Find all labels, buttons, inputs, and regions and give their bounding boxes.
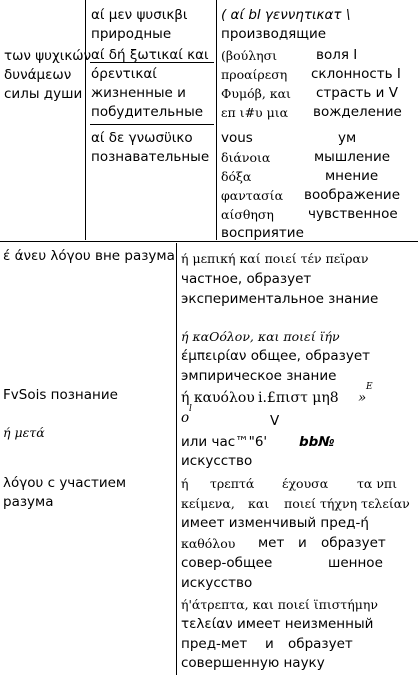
text-line: имеет изменчивый пред-ή <box>181 515 369 531</box>
right-greek: δόξα <box>221 169 252 184</box>
text-fragment: καθόλου <box>181 536 236 551</box>
text-fragment: και <box>248 496 270 511</box>
text-fragment: образует <box>288 636 353 652</box>
meta-label: ή μετά <box>3 425 45 440</box>
mid-line: αί μεν ψυσικβι <box>91 7 188 23</box>
mid-line: αί δε γνωσϋικο <box>91 130 193 146</box>
text-fragment: o <box>181 410 190 426</box>
right-russian: воображение <box>304 187 401 203</box>
text-fragment: » <box>358 390 367 406</box>
text-fragment: V <box>270 413 280 429</box>
mid-line: όρεντικαί <box>91 66 157 82</box>
right-greek: производящие <box>221 26 327 42</box>
label-line: силы души <box>4 86 83 102</box>
text-line: ή'άτρεπτα, και ποιεί ϊπιστήμην <box>181 597 378 612</box>
text-fragment: ποιεί τήχνη τελείαν <box>284 496 410 511</box>
right-russian: страсть и V <box>316 85 398 101</box>
text-fragment: и <box>265 636 274 652</box>
text-line: эмпирическое знание <box>181 368 337 384</box>
text-line: частное, образует <box>181 271 312 287</box>
right-greek: αίσθηση <box>221 207 274 222</box>
mid-line: познавательные <box>91 149 210 165</box>
text-fragment: мет <box>258 535 285 551</box>
text-line: ή καυόλου <box>181 390 255 406</box>
vertical-rule-3 <box>176 243 177 675</box>
right-russian: мнение <box>325 168 379 184</box>
text-line: ή καΟόλον, και ποιεί ϊήν <box>181 329 340 344</box>
text-line: совершенную науку <box>181 655 325 671</box>
mid-line: жизненные и <box>91 85 186 101</box>
right-greek: επ ι#υ μια <box>221 105 289 120</box>
text-fragment: и <box>298 535 307 551</box>
right-greek: ( αί bl γεννητικατ \ <box>221 7 351 23</box>
text-fragment: образует <box>321 535 386 551</box>
horizontal-rule-bottom <box>0 241 418 242</box>
aneu-logou-label: έ άνευ λόγου вне разума <box>3 248 175 264</box>
right-greek: Фυμόβ, και <box>221 86 291 101</box>
text-line: έμπειρίαν общее, образует <box>181 348 371 364</box>
mid-line: побудительные <box>91 104 204 120</box>
text-line: искусство <box>181 575 253 591</box>
text-line: τελείαν имеет неизменный <box>181 616 374 632</box>
right-greek: vous <box>221 130 253 146</box>
right-russian: ум <box>338 130 357 146</box>
text-fragment: τα νπι <box>357 476 398 491</box>
logou-line: разума <box>3 494 54 510</box>
text-fragment: шенное <box>328 555 383 571</box>
text-fragment: κείμενα, <box>181 496 235 511</box>
right-russian: воля I <box>316 47 358 63</box>
right-greek: восприятие <box>221 225 304 241</box>
text-fragment: ή <box>181 476 189 491</box>
right-greek: διάνοια <box>221 150 271 165</box>
text-fragment: bb№ <box>299 434 335 450</box>
text-line: искусство <box>181 453 253 469</box>
vertical-rule-1 <box>85 0 86 240</box>
text-fragment: τρεπτά <box>210 476 255 491</box>
superscript: E <box>366 382 373 392</box>
gnosis-label: FvSois познание <box>3 387 118 403</box>
right-russian: чувственное <box>308 206 398 222</box>
right-russian: вожделение <box>313 104 402 120</box>
text-line: ή μεπική καί ποιεί τέν πεϊραν <box>181 251 369 266</box>
label-line: των ψυχικών <box>4 48 92 64</box>
text-fragment: или час™"6' <box>181 434 268 450</box>
vertical-rule-2 <box>216 0 217 240</box>
right-greek: προαίρεση <box>221 67 288 82</box>
horizontal-rule-mid <box>90 124 214 125</box>
right-russian: мышление <box>314 149 391 165</box>
text-fragment: совер-общее <box>181 555 273 571</box>
text-fragment: i.£πιστ μη8 <box>258 390 339 406</box>
right-greek: φαντασία <box>221 188 284 203</box>
logou-line: λόγου с участием <box>3 475 127 491</box>
right-russian: склонность I <box>311 66 401 82</box>
mid-line: αί δή ξωτικαί και <box>91 47 209 63</box>
right-greek: (βούλησι <box>221 48 278 63</box>
text-fragment: έχουσα <box>282 476 329 491</box>
superscript: l <box>189 404 192 414</box>
mid-line: природные <box>91 26 172 42</box>
text-fragment: пред-мет <box>181 636 248 652</box>
label-line: δυνάμεων <box>4 67 72 83</box>
text-line: экспериментальное знание <box>181 291 379 307</box>
